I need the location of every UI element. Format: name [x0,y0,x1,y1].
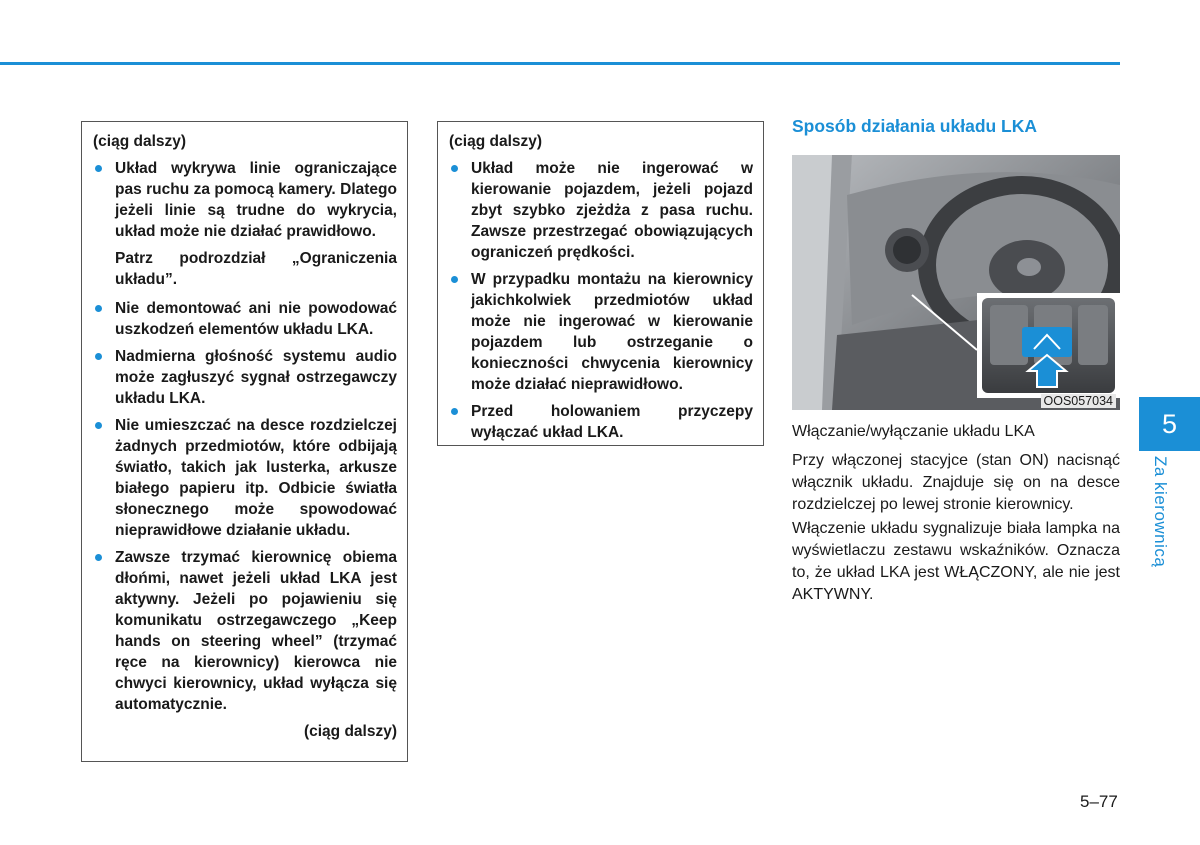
bullet-icon [95,554,102,561]
list-item-text: Nie demontować ani nie powodować uszkodzeń elementów układu LKA. [115,300,397,338]
box-footer: (ciąg dalszy) [303,723,397,740]
section-title: Sposób działania układu LKA [792,116,1038,136]
bullet-icon [95,165,102,172]
list-item [449,269,753,395]
dashboard-photo [792,155,1120,410]
chapter-number-tab: 5 [1139,397,1200,451]
list-item [93,158,397,242]
box-header: (ciąg dalszy) [449,133,543,150]
top-rule [0,62,1120,65]
list-item [93,298,397,340]
list-item-text: W przypadku montażu na kierownicy jakichkolwiek przedmiotów układ może nie ingerować w kierowanie pojazdem lub ostrzeganie o konieczności chwycenia kierownicy może działać nieprawidłowo. [471,271,753,393]
caution-list [93,298,397,715]
caution-list [449,158,753,443]
list-item [93,415,397,541]
bullet-icon [95,422,102,429]
caution-box-left [81,121,408,762]
list-item [449,158,753,263]
list-item-text: Zawsze trzymać kierownicę obiema dłońmi, nawet jeżeli układ LKA jest aktywny. Jeżeli po pojawieniu się komunikatu ostrzegawczego „Keep hands on steering wheel” (trzymać ręce na kierownicy) kierowca nie chwyci kierownicy, układ wyłącza się automatycznie. [115,549,397,713]
caution-list [93,158,397,242]
body-paragraph: Włączenie układu sygnalizuje biała lampka na wyświetlaczu zestawu wskaźników. Oznacza to, że układ LKA jest WŁĄCZONY, ale nie jest AKTYWNY. [792,520,1120,603]
bullet-icon [451,276,458,283]
list-item-text: Nadmierna głośność systemu audio może zagłuszyć sygnał ostrzegawczy układu LKA. [115,348,397,407]
list-item-text: Układ wykrywa linie ograniczające pas ruchu za pomocą kamery. Dlatego jeżeli linie są trudne do wykrycia, układ może nie działać prawidłowo. [115,160,397,240]
bullet-icon [95,305,102,312]
box-header: (ciąg dalszy) [93,133,187,150]
body-paragraph: Przy włączonej stacyjce (stan ON) nacisnąć włącznik układu. Znajduje się on na desce rozdzielczej po lewej stronie kierownicy. [792,452,1120,513]
list-item-text: Układ może nie ingerować w kierowanie pojazdem, jeżeli pojazd zbyt szybko zjeżdża z pasa ruchu. Zawsze przestrzegać obowiązujących ograniczeń prędkości. [471,160,753,261]
sub-paragraph: Patrz podrozdział „Ograniczenia układu”. [115,250,397,288]
chapter-name: Za kierownicą [1151,456,1170,568]
list-item [449,401,753,443]
list-item [93,547,397,715]
image-code: OOS057034 [1041,394,1117,408]
bullet-icon [451,165,458,172]
page-number: 5–77 [1080,792,1118,811]
dashboard-illustration [792,155,1120,410]
bullet-icon [451,408,458,415]
list-item-text: Nie umieszczać na desce rozdzielczej żadnych przedmiotów, które odbijają światło, takich jak lusterka, arkusze białego papieru itp. Odbicie światła słonecznego może spowodować nieprawidłowe działanie układu. [115,417,397,539]
caution-box-middle [437,121,764,446]
image-caption: Włączanie/wyłączanie układu LKA [792,423,1035,440]
list-item [93,346,397,409]
bullet-icon [95,353,102,360]
list-item-text: Przed holowaniem przyczepy wyłączać układ LKA. [471,403,753,441]
